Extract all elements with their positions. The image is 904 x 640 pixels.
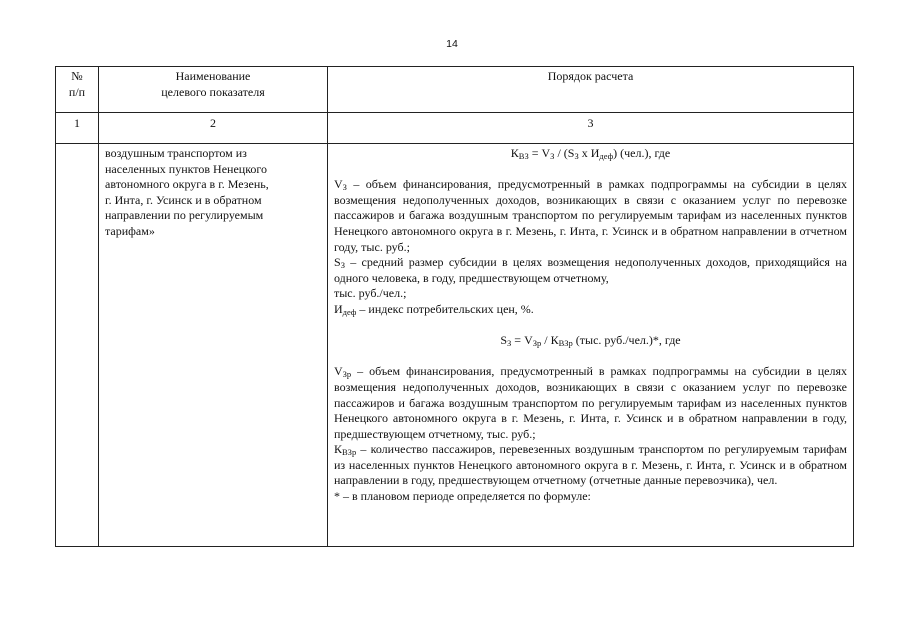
page-number: 14 xyxy=(446,38,458,50)
indicator-name-line: населенных пунктов Ненецкого xyxy=(105,161,268,176)
footnote: * – в плановом периоде определяется по формуле: xyxy=(334,489,591,504)
definition-v3: $V_З$ – объем финансирования, предусмотренный в рамках подпрограммы на субсидии в целях возмещения недополученных доходов, возникающих в связи с оказанием услуг по перевозке пассажиров и багажа воздушным транспортом по регулируемым тарифам из населенных пунктов Ненецкого автономного округа в г. Мезень, г. Инта, г. Усинск и в обратном направлении в отчетном году, тыс. руб.; xyxy=(334,177,847,254)
header-calc-label: Порядок расчета xyxy=(547,69,634,83)
indicator-name-line: направлении по регулируемым xyxy=(105,208,264,223)
definition-s3: $S_З$ – средний размер субсидии в целях возмещения недополученных доходов, приходящийся на одного человека, в году, предшествующем отчетному, xyxy=(334,255,847,285)
table-row xyxy=(56,144,854,547)
formula-s3: $S_З = V_{Зр} / К_{ВЗр}$ (тыс. руб./чел.)*, где xyxy=(500,333,681,349)
header-calc-cell xyxy=(328,67,854,113)
indicator-name-cell xyxy=(99,144,328,547)
table-numbering-row xyxy=(56,113,854,144)
definition-v3r: $V_{Зр}$ – объем финансирования, предусмотренный в рамках подпрограммы на субсидии в целях возмещения недополученных доходов, возникающих в связи с оказанием услуг по перевозке пассажиров и багажа воздушным транспортом по регулируемым тарифам из населенных пунктов Ненецкого автономного округа в г. Мезень, г. Инта, г. Усинск и в обратном направлении в году, предшествующем отчетному, тыс. руб.; xyxy=(334,364,847,441)
row-number-cell xyxy=(56,144,99,547)
calculation-table xyxy=(55,66,854,547)
definition-kv3r: $К_{ВЗр}$ – количество пассажиров, перевезенных воздушным транспортом по регулируемым тарифам из населенных пунктов Ненецкого автономного округа в г. Мезень, г. Инта, г. Усинск и в обратном направлении в году, предшествующем отчетному (отчетные данные перевозчика), чел. xyxy=(334,442,847,488)
definition-s3-unit: тыс. руб./чел.; xyxy=(334,286,407,301)
calculation-cell xyxy=(328,144,854,547)
formula-kv3: $К_{ВЗ} = V_З / (S_З$ х $И_{деф}$) (чел.), где xyxy=(510,146,671,161)
header-name-cell xyxy=(99,67,328,113)
indicator-name-line: тарифам» xyxy=(105,223,155,238)
definition-idef: $И_{деф}$ – индекс потребительских цен, %. xyxy=(334,301,534,317)
header-name-line2: целевого показателя xyxy=(161,84,265,99)
table-header-row xyxy=(56,67,854,113)
indicator-name-line: воздушным транспортом из xyxy=(105,146,247,160)
header-name-line1: Наименование xyxy=(175,69,251,83)
numbering-cell-3: 3 xyxy=(328,113,854,144)
header-number-abbr: п/п xyxy=(68,84,86,99)
numbering-cell-2: 2 xyxy=(99,113,328,144)
indicator-name-line: автономного округа в г. Мезень, xyxy=(105,177,269,192)
indicator-name-line: г. Инта, г. Усинск и в обратном xyxy=(105,192,262,207)
numbering-cell-1: 1 xyxy=(56,113,99,144)
header-number-symbol: № xyxy=(71,69,83,83)
header-number-cell xyxy=(56,67,99,113)
